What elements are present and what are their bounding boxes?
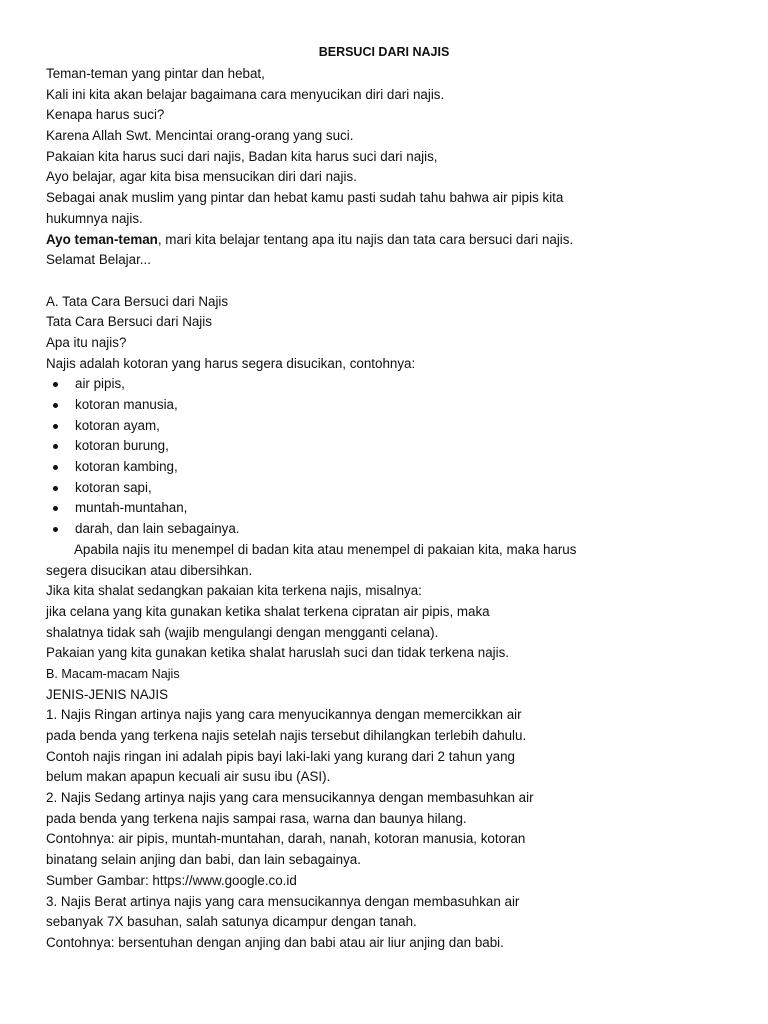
list-item: kotoran sapi, (46, 478, 726, 499)
intro-line: Ayo belajar, agar kita bisa mensucikan diri dari najis. (46, 169, 357, 185)
intro-line: Pakaian kita harus suci dari najis, Badan kita harus suci dari najis, (46, 148, 438, 164)
section-b-line: 2. Najis Sedang artinya najis yang cara mensucikannya dengan membasuhkan air (46, 790, 534, 806)
section-b-line: belum makan apapun kecuali air susu ibu (ASI). (46, 769, 331, 785)
list-item: kotoran ayam, (46, 416, 726, 437)
section-b-heading: B. Macam-macam Najis (46, 666, 180, 681)
intro-line: Teman-teman yang pintar dan hebat, (46, 66, 265, 81)
section-b-line: 1. Najis Ringan artinya najis yang cara menyucikannya dengan memercikkan air (46, 707, 522, 723)
section-b-line: Contohnya: air pipis, muntah-muntahan, darah, nanah, kotoran manusia, kotoran (46, 831, 526, 847)
intro-line: Kali ini kita akan belajar bagaimana cara menyucikan diri dari najis. (46, 86, 445, 102)
intro-line: Karena Allah Swt. Mencintai orang-orang yang suci. (46, 128, 354, 144)
section-a-paragraph-indent: Apabila najis itu menempel di badan kita atau menempel di pakaian kita, maka harus (74, 541, 577, 557)
source-line: Sumber Gambar: https://www.google.co.id (46, 872, 297, 888)
document-title: BERSUCI DARI NAJIS (318, 45, 450, 59)
list-item: muntah-muntahan, (46, 498, 726, 519)
section-b-line: pada benda yang terkena najis setelah najis tersebut dihilangkan terlebih dahulu. (46, 728, 527, 743)
invite-bold-text: Ayo teman-teman (46, 231, 158, 247)
list-item: kotoran manusia, (46, 395, 726, 416)
section-a-heading: A. Tata Cara Bersuci dari Najis (46, 293, 229, 309)
list-item: kotoran kambing, (46, 457, 726, 478)
intro-line: hukumnya najis. (46, 210, 143, 226)
section-b-line: Contoh najis ringan ini adalah pipis bayi laki-laki yang kurang dari 2 tahun yang (46, 748, 515, 764)
najis-examples-list (46, 374, 726, 540)
invite-line (46, 230, 726, 251)
section-b-line: sebanyak 7X basuhan, salah satunya dicampur dengan tanah. (46, 914, 417, 930)
invite-text: , mari kita belajar tentang apa itu najis dan tata cara bersuci dari najis. (157, 231, 574, 247)
blank-line (46, 271, 726, 292)
section-a-line: jika celana yang kita gunakan ketika shalat terkena cipratan air pipis, maka (46, 603, 490, 619)
list-item: air pipis, (46, 374, 726, 395)
section-a-line: Jika kita shalat sedangkan pakaian kita terkena najis, misalnya: (46, 583, 422, 599)
intro-line: Kenapa harus suci? (46, 107, 165, 123)
intro-line: Sebagai anak muslim yang pintar dan hebat kamu pasti sudah tahu bahwa air pipis kita (46, 190, 564, 206)
section-a-subheading: Tata Cara Bersuci dari Najis (46, 314, 212, 330)
section-a-question: Apa itu najis? (46, 334, 127, 350)
section-b-line: 3. Najis Berat artinya najis yang cara mensucikannya dengan membasuhkan air (46, 893, 520, 909)
section-b-line: binatang selain anjing dan babi, dan lain sebagainya. (46, 852, 361, 868)
document-body (46, 64, 726, 954)
section-b-subheading: JENIS-JENIS NAJIS (46, 686, 169, 702)
greeting-line: Selamat Belajar... (46, 252, 151, 268)
section-a-line: shalatnya tidak sah (wajib mengulangi dengan mengganti celana). (46, 624, 439, 640)
section-a-definition: Najis adalah kotoran yang harus segera disucikan, contohnya: (46, 355, 416, 371)
section-b-line: pada benda yang terkena najis sampai rasa, warna dan baunya hilang. (46, 810, 467, 826)
list-item: darah, dan lain sebagainya. (46, 519, 726, 540)
section-a-line: segera disucikan atau dibersihkan. (46, 562, 253, 578)
section-b-line: Contohnya: bersentuhan dengan anjing dan babi atau air liur anjing dan babi. (46, 934, 504, 950)
section-a-line: Pakaian yang kita gunakan ketika shalat haruslah suci dan tidak terkena najis. (46, 645, 510, 661)
list-item: kotoran burung, (46, 436, 726, 457)
